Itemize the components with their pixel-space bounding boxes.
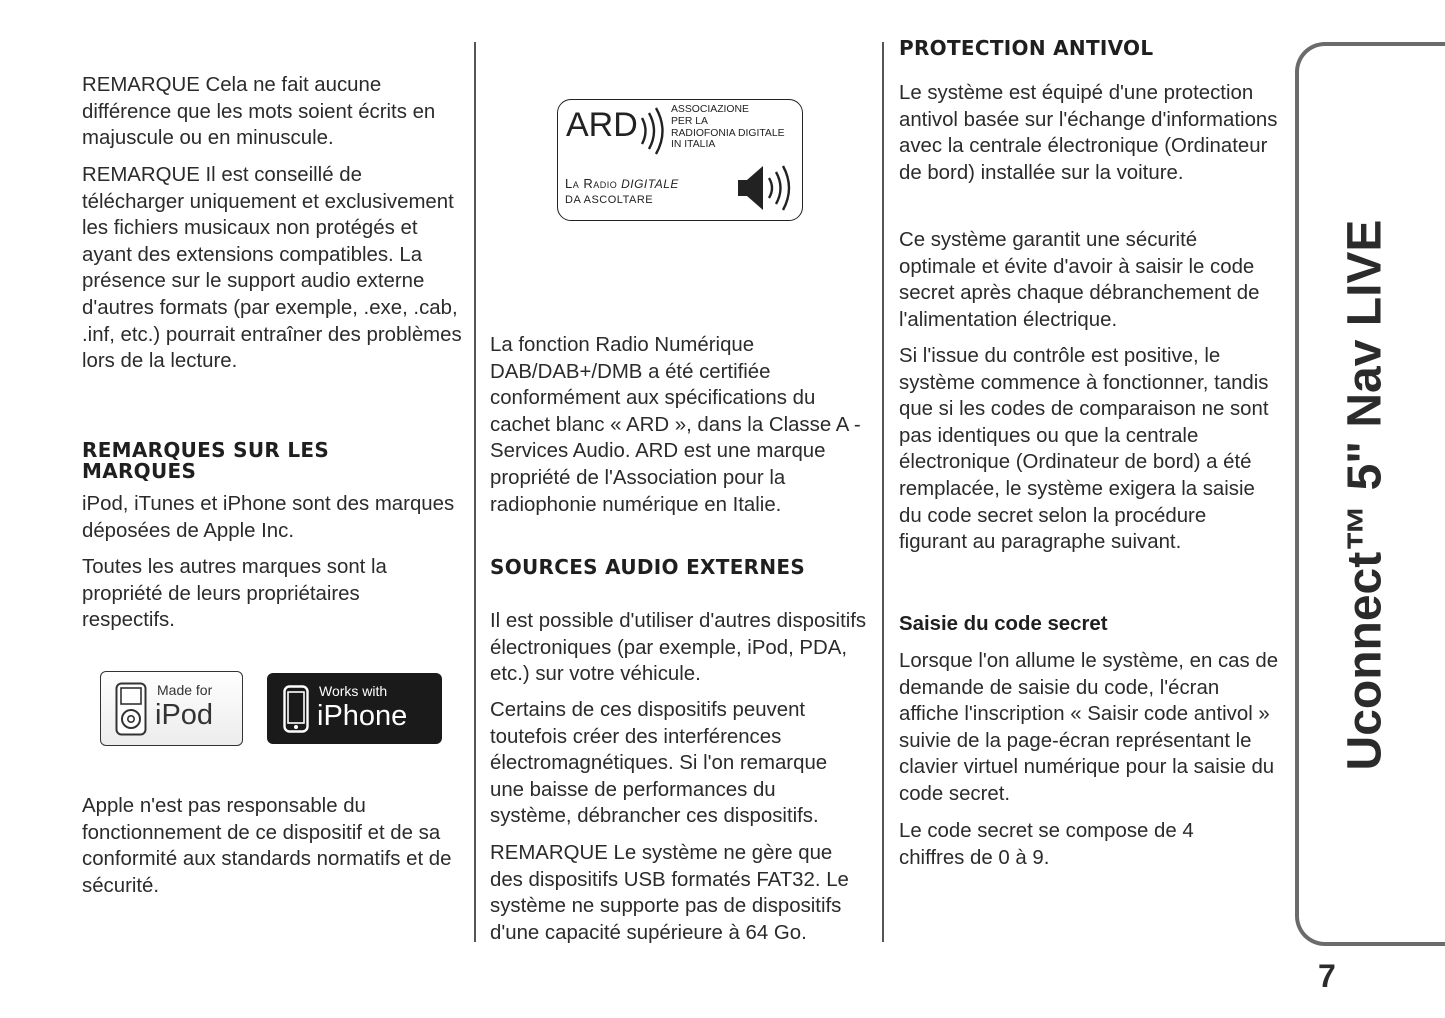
- ard-slogan-part-2: DIGITALE: [621, 177, 679, 191]
- antitheft-intro: Le système est équipé d'une protection antivol basée sur l'échange d'informations avec la centrale électronique (Ordinateur de bord) installée sur la voiture.: [899, 82, 1278, 184]
- heading-trademarks: REMARQUES SUR LES MARQUES: [82, 438, 330, 483]
- column-divider-right: [882, 42, 884, 942]
- ard-line-4: IN ITALIA: [671, 139, 716, 151]
- ard-certification-text: La fonction Radio Numérique DAB/DAB+/DMB a été certifiée conformément aux spécifications du cachet blanc « ARD », dans la Classe A - Services Audio. ARD est une marque propriété de l'Association pour la radiophonie numérique en Italie.: [490, 334, 861, 516]
- ard-slogan: [565, 176, 679, 208]
- ard-signal-icon: [636, 106, 672, 156]
- column-divider-left: [474, 42, 476, 942]
- ipod-logo-big-text: iPod: [155, 699, 214, 731]
- ipod-device-icon: [115, 682, 147, 736]
- heading-antitheft: PROTECTION ANTIVOL: [899, 36, 1154, 60]
- made-for-ipod-logo: [100, 671, 243, 746]
- subheading-secret-code: Saisie du code secret: [899, 613, 1108, 635]
- interference-text: Certains de ces dispositifs peuvent toutefois créer des interférences électromagnétiques. Si l'on remarque une baisse de performances du système, débrancher ces dispositifs.: [490, 699, 828, 828]
- ard-slogan-part-1: La Radio: [565, 176, 618, 191]
- external-devices-text: Il est possible d'utiliser d'autres dispositifs électroniques (par exemple, iPod, PDA, etc.) sur votre véhicule.: [490, 610, 867, 686]
- speaker-icon: [736, 162, 796, 214]
- usb-remark-text: REMARQUE Le système ne gère que des dispositifs USB formatés FAT32. Le système ne supporte pas de dispositifs d'une capacité supérieure à 64 Go.: [490, 842, 849, 944]
- trademarks-others: Toutes les autres marques sont la propriété de leurs propriétaires respectifs.: [82, 556, 387, 632]
- ard-slogan-part-3: DA ASCOLTARE: [565, 194, 654, 206]
- apple-disclaimer: Apple n'est pas responsable du fonctionnement de ce dispositif et de sa conformité aux standards normatifs et de sécurité.: [82, 795, 452, 897]
- heading-external-sources: SOURCES AUDIO EXTERNES: [490, 555, 806, 579]
- secret-code-format: Le code secret se compose de 4 chiffres de 0 à 9.: [899, 820, 1194, 869]
- ard-line-1: ASSOCIAZIONE: [671, 104, 749, 115]
- ard-line-3: RADIOFONIA DIGITALE: [671, 127, 785, 139]
- remark-formats: REMARQUE Il est conseillé de télécharger uniquement et exclusivement les fichiers musicaux non protégés et ayant des extensions compatibles. La présence sur le support audio externe d'autres formats (par exemple, .exe, .cab, .inf, etc.) pourrait entraîner des problèmes lors de la lecture.: [82, 164, 462, 373]
- trademarks-apple: iPod, iTunes et iPhone sont des marques déposées de Apple Inc.: [82, 493, 455, 542]
- ard-line-2: PER LA: [671, 115, 708, 127]
- antitheft-security: Ce système garantit une sécurité optimale et évite d'avoir à saisir le code secret après chaque débranchement de l'alimentation électrique.: [899, 229, 1260, 331]
- ipod-logo-small-text: Made for: [157, 682, 213, 698]
- antitheft-check: Si l'issue du contrôle est positive, le système commence à fonctionner, tandis que si les codes de comparaison ne sont pas identiques ou que la centrale électronique (Ordinateur de bord) a été remplacée, le système exigera la saisie du code secret selon la procédure figurant au paragraphe suivant.: [899, 345, 1269, 554]
- ard-logo: [557, 99, 803, 221]
- works-with-iphone-logo: [267, 673, 442, 744]
- iphone-logo-small-text: Works with: [319, 683, 388, 699]
- secret-code-entry: Lorsque l'on allume le système, en cas de demande de saisie du code, l'écran affiche l'inscription « Saisir code antivol » suivie de la page-écran représentant le clavier virtuel numérique pour la saisie du code secret.: [899, 650, 1279, 805]
- iphone-device-icon: [283, 685, 309, 733]
- chapter-title: Uconnect™ 5" Nav LIVE: [1338, 219, 1392, 771]
- page-number: 7: [1318, 958, 1336, 994]
- ard-acronym: ARD: [566, 106, 638, 144]
- ard-association-text: [671, 104, 785, 151]
- iphone-logo-big-text: iPhone: [317, 700, 408, 732]
- remark-case: REMARQUE Cela ne fait aucune différence que les mots soient écrits en majuscule ou en minuscule.: [82, 74, 436, 150]
